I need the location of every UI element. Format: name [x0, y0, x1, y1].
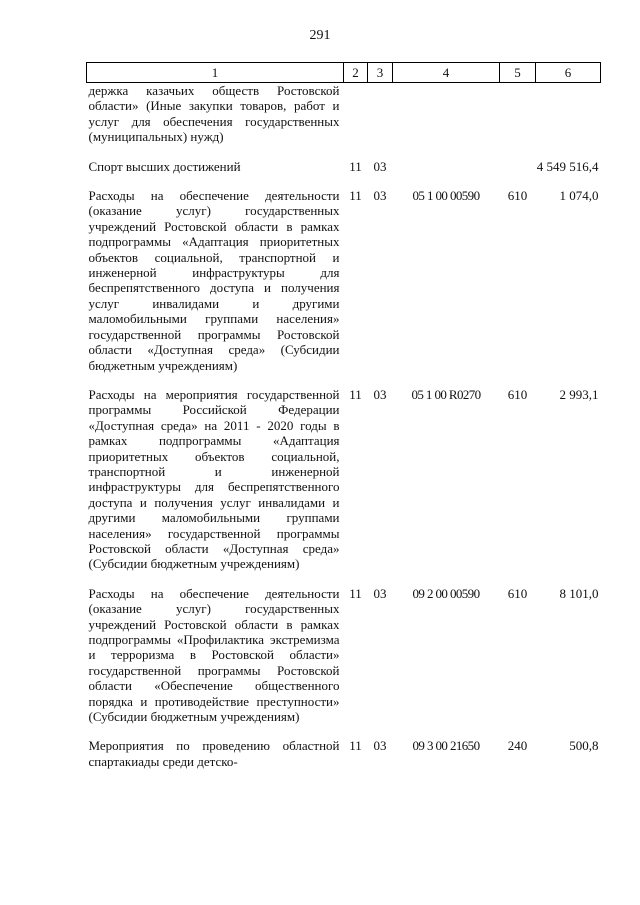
header-col-5: 5 [500, 63, 536, 83]
table-row [87, 387, 601, 586]
table-row [87, 738, 601, 769]
table-row [87, 83, 601, 159]
row-target: 05 1 00 R0270 [411, 386, 481, 402]
row-vr [500, 159, 536, 188]
row-amount: 1 074,0 [559, 188, 599, 204]
row-name: Расходы на обеспечение деятельности (оказание услуг) государственных учреждений Ростовской области в рамках подпрограммы «Профилактика экстремизма и терроризма в Ростовской области» государственной программы Ростовской области «Обеспечение общественного порядка и противодействие преступности» (Субсидии бюджетным учреждениям) [88, 585, 340, 725]
header-col-2: 2 [344, 63, 368, 83]
header-col-6: 6 [536, 63, 601, 83]
row-amount: 4 549 516,4 [536, 158, 599, 174]
row-section: 11 [349, 585, 362, 601]
row-amount: 8 101,0 [559, 585, 599, 601]
row-vr: 610 [507, 386, 528, 402]
row-target [393, 83, 500, 159]
row-amount: 500,8 [569, 738, 599, 754]
row-section: 11 [349, 158, 362, 174]
row-amount [536, 83, 601, 159]
row-name: Мероприятия по проведению областной спартакиады среди детско- [88, 738, 340, 769]
row-subsection: 03 [373, 386, 387, 402]
row-section: 11 [349, 188, 362, 204]
row-name: держка казачьих обществ Ростовской области» (Иные закупки товаров, работ и услуг для обеспечения государственных (муниципальных) нужд) [88, 83, 340, 145]
row-section: 11 [349, 386, 362, 402]
header-col-1: 1 [87, 63, 344, 83]
row-target: 05 1 00 00590 [412, 188, 480, 204]
table-row [87, 188, 601, 387]
row-name: Расходы на обеспечение деятельности (оказание услуг) государственных учреждений Ростовской области в рамках подпрограммы «Адаптация приоритетных объектов социальной, транспортной и инженерной инфраструктуры для беспрепятственного доступа и получения услуг инвалидами и другими маломобильными группами населения» государственной программы Ростовской области «Доступная среда» (Субсидии бюджетным учреждениям) [88, 188, 340, 373]
table-row [87, 159, 601, 188]
table-row [87, 586, 601, 739]
row-amount: 2 993,1 [559, 386, 599, 402]
header-col-4: 4 [393, 63, 500, 83]
row-section: 11 [349, 738, 362, 754]
row-target [393, 159, 500, 188]
header-col-3: 3 [368, 63, 393, 83]
table-header-row [87, 63, 601, 83]
row-subsection [368, 83, 393, 159]
row-name: Спорт высших достижений [88, 158, 241, 174]
row-vr: 610 [507, 585, 528, 601]
row-subsection: 03 [373, 738, 387, 754]
row-name: Расходы на мероприятия государственной программы Российской Федерации «Доступная среда» на 2011 - 2020 годы в рамках подпрограммы «Адаптация приоритетных объектов социальной, транспортной и инженерной инфраструктуры для беспрепятственного доступа и получения услуг инвалидами и другими маломобильными группами населения» государственной программы Ростовской области «Доступная среда» (Субсидии бюджетным учреждениям) [88, 386, 340, 572]
row-target: 09 3 00 21650 [412, 738, 480, 754]
row-subsection: 03 [373, 585, 387, 601]
row-target: 09 2 00 00590 [412, 585, 480, 601]
row-vr: 240 [507, 738, 528, 754]
page-number: 291 [309, 28, 331, 43]
row-vr [500, 83, 536, 159]
row-subsection: 03 [373, 188, 387, 204]
row-vr: 610 [507, 188, 528, 204]
row-subsection: 03 [373, 158, 387, 174]
budget-table [86, 62, 601, 769]
row-section [344, 83, 368, 159]
